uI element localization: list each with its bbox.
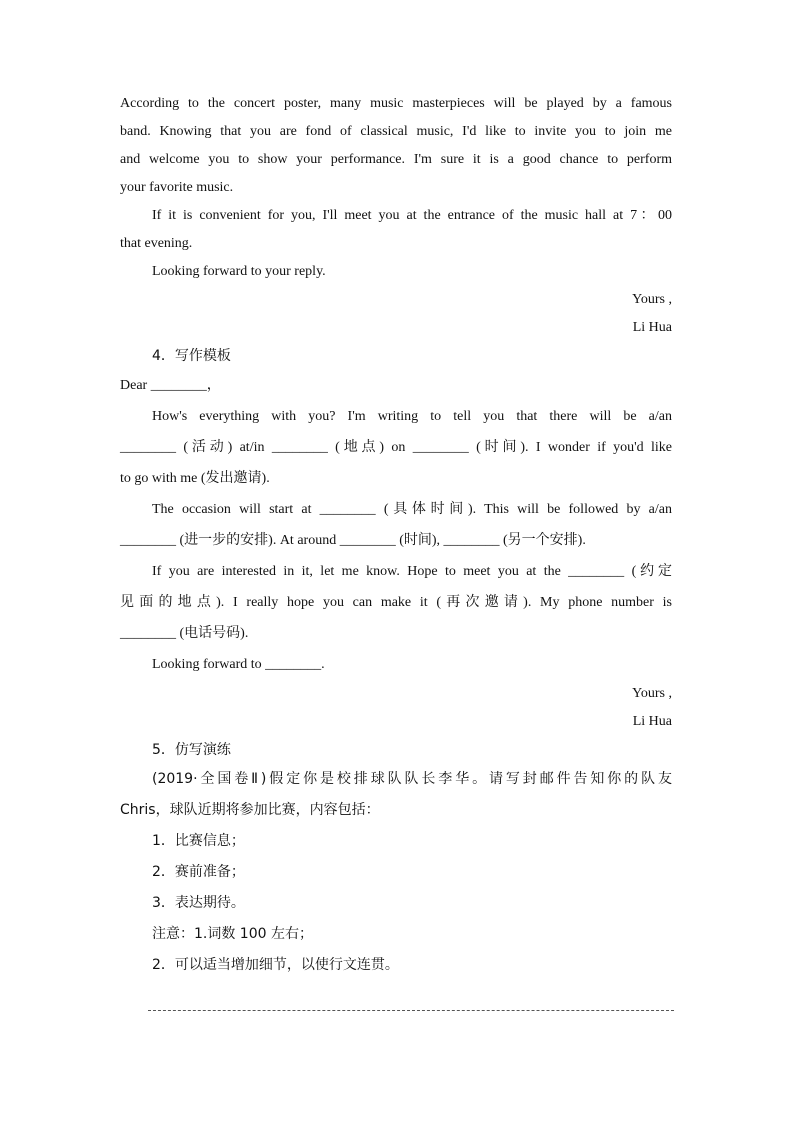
text-line: The occasion will start at ________ (具体时间). This will be followed by a/an — [152, 502, 672, 517]
list-item: 注意：1.词数 100 左右； — [152, 926, 313, 942]
list-item: 2．可以适当增加细节，以使行文连贯。 — [152, 957, 399, 973]
text-line: to go with me (发出邀请). — [120, 471, 270, 486]
text-line: and welcome you to show your performance. I'm sure it is a good chance to perform — [120, 152, 672, 167]
template-paragraph-1 — [120, 401, 672, 494]
list-item: 2．赛前准备； — [152, 864, 245, 880]
list-item: 3．表达期待。 — [152, 895, 245, 911]
letter-paragraph-2 — [120, 202, 672, 258]
letter-closing: Looking forward to your reply. — [152, 264, 326, 279]
letter-signature: Li Hua — [632, 320, 672, 335]
section-heading-practice: 5．仿写演练 — [152, 742, 231, 758]
text-line: 见面的地点). I really hope you can make it (再次邀请). My phone number is — [120, 595, 672, 610]
text-line: ________ (电话号码). — [120, 626, 249, 641]
letter-paragraph-1 — [120, 90, 672, 202]
practice-items — [120, 826, 672, 981]
text-line: that evening. — [120, 236, 193, 251]
template-paragraph-2 — [120, 494, 672, 556]
template-signoff: Yours , — [632, 686, 672, 701]
template-signature: Li Hua — [632, 714, 672, 729]
text-line: ________ (进一步的安排). At around ________ (时间), ________ (另一个安排). — [120, 533, 586, 548]
text-line: How's everything with you? I'm writing to tell you that there will be a/an — [152, 409, 672, 424]
text-line: According to the concert poster, many music masterpieces will be played by a famous — [120, 96, 672, 111]
dashed-divider — [148, 1010, 674, 1011]
template-greeting: Dear ________， — [120, 378, 221, 393]
letter-signoff: Yours , — [632, 292, 672, 307]
template-closing: Looking forward to ________. — [152, 657, 325, 672]
list-item: 1．比赛信息； — [152, 833, 245, 849]
text-line: If you are interested in it, let me know. Hope to meet you at the ________ (约定 — [152, 564, 672, 579]
practice-prompt — [120, 764, 672, 826]
document-page — [120, 90, 672, 981]
section-heading-template: 4．写作模板 — [152, 348, 231, 364]
text-line: your favorite music. — [120, 180, 234, 195]
template-paragraph-3 — [120, 556, 672, 649]
text-line: (2019·全国卷Ⅱ)假定你是校排球队队长李华。请写封邮件告知你的队友 — [152, 771, 672, 787]
text-line: ________ (活动) at/in ________ (地点) on ________ (时间). I wonder if you'd like — [120, 440, 672, 455]
text-line: Chris，球队近期将参加比赛，内容包括： — [120, 802, 380, 818]
text-line: If it is convenient for you, I'll meet you at the entrance of the music hall at 7：00 — [152, 208, 672, 223]
text-line: band. Knowing that you are fond of classical music, I'd like to invite you to join me — [120, 124, 672, 139]
